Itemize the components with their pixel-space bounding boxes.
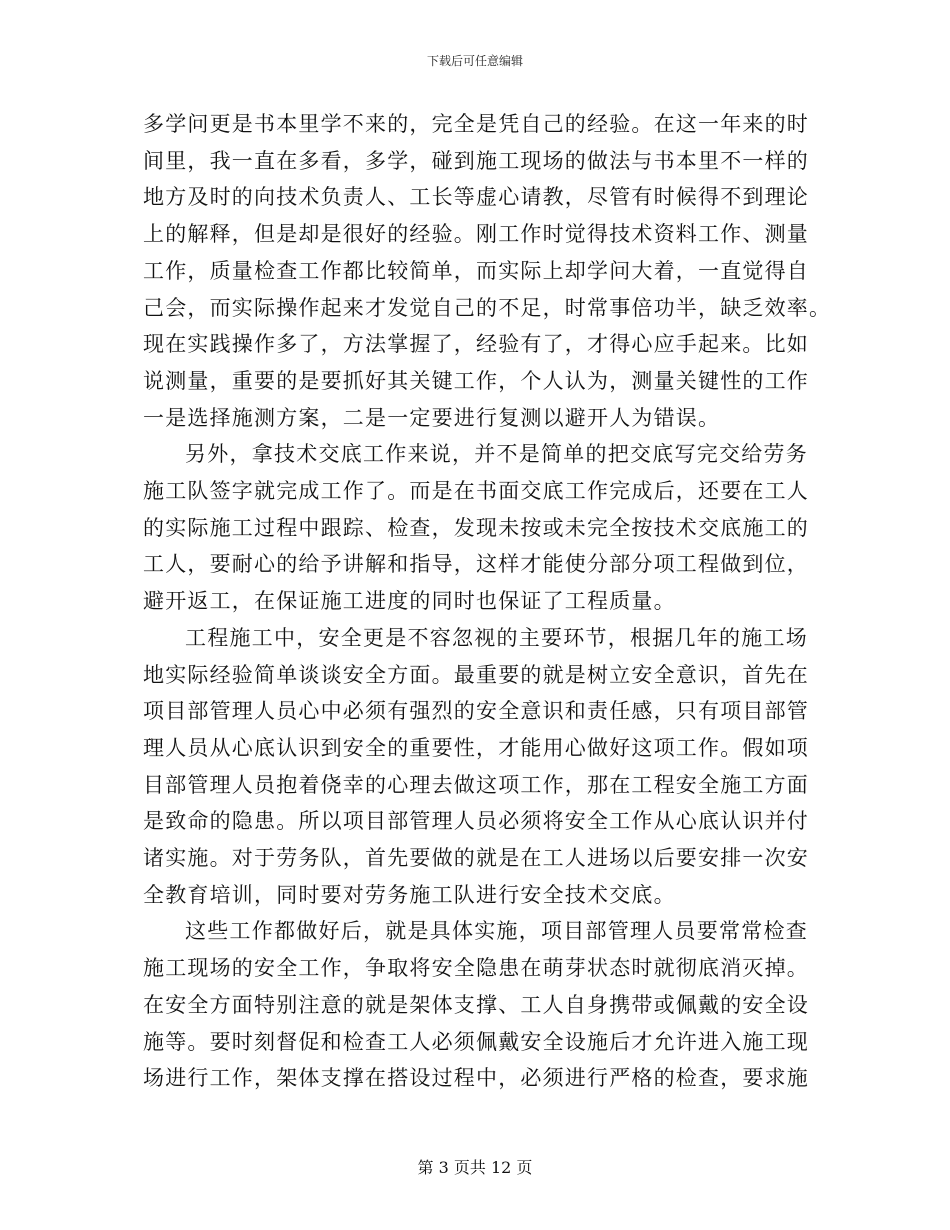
text-line: 施工现场的安全工作，争取将安全隐患在萌芽状态时就彻底消灭掉。 [143,956,809,981]
text-line: 工人，要耐心的给予讲解和指导，这样才能使分部分项工程做到位， [143,552,809,577]
text-line: 施工队签字就完成工作了。而是在书面交底工作完成后，还要在工人 [143,479,809,504]
text-line: 施等。要时刻督促和检查工人必须佩戴安全设施后才允许进入施工现 [143,1029,809,1054]
page-header: 下载后可任意编辑 [426,54,523,68]
text-line: 工程施工中，安全更是不容忽视的主要环节，根据几年的施工场 [185,625,808,650]
text-line: 地实际经验简单谈谈安全方面。最重要的就是树立安全意识，首先在 [143,662,809,687]
text-line: 是致命的隐患。所以项目部管理人员必须将安全工作从心底认识并付 [143,809,809,834]
text-line: 全教育培训，同时要对劳务施工队进行安全技术交底。 [143,882,676,907]
text-line: 一是选择施测方案，二是一定要进行复测以避开人为错误。 [143,405,721,430]
paragraph-4 [143,913,808,1097]
text-line: 这些工作都做好后，就是具体实施，项目部管理人员要常常检查 [185,919,808,944]
paragraph-1 [143,106,832,436]
text-line: 的实际施工过程中跟踪、检查，发现未按或未完全按技术交底施工的 [143,515,809,540]
text-line: 诸实施。对于劳务队，首先要做的就是在工人进场以后要安排一次安 [143,846,809,871]
page-number: 第 3 页共 12 页 [417,1158,533,1177]
text-line: 说测量，重要的是要抓好其关键工作，个人认为，测量关键性的工作 [143,368,809,393]
text-line: 多学问更是书本里学不来的，完全是凭自己的经验。在这一年来的时 [143,112,809,136]
text-line: 己会，而实际操作起来才发觉自己的不足，时常事倍功半，缺乏效率。 [143,295,832,320]
text-line: 现在实践操作多了，方法掌握了，经验有了，才得心应手起来。比如 [143,332,809,357]
text-line: 工作，质量检查工作都比较简单，而实际上却学问大着，一直觉得自 [143,258,809,283]
text-line: 理人员从心底认识到安全的重要性，才能用心做好这项工作。假如项 [143,735,809,760]
text-line: 在安全方面特别注意的就是架体支撑、工人自身携带或佩戴的安全设 [143,992,809,1017]
paragraph-2 [143,436,808,620]
text-line: 地方及时的向技术负责人、工长等虚心请教，尽管有时候得不到理论 [143,185,809,210]
text-line: 目部管理人员抱着侥幸的心理去做这项工作，那在工程安全施工方面 [143,772,809,797]
text-line: 场进行工作，架体支撑在搭设过程中，必须进行严格的检查，要求施 [143,1066,809,1091]
paragraph-3 [143,620,808,914]
text-line: 避开返工，在保证施工进度的同时也保证了工程质量。 [143,589,676,614]
text-line: 另外，拿技术交底工作来说，并不是简单的把交底写完交给劳务 [185,442,808,467]
text-line: 项目部管理人员心中必须有强烈的安全意识和责任感，只有项目部管 [143,699,809,724]
text-line: 间里，我一直在多看，多学，碰到施工现场的做法与书本里不一样的 [143,148,809,173]
document-body [143,106,832,1097]
text-line: 上的解释，但是却是很好的经验。刚工作时觉得技术资料工作、测量 [143,222,809,247]
